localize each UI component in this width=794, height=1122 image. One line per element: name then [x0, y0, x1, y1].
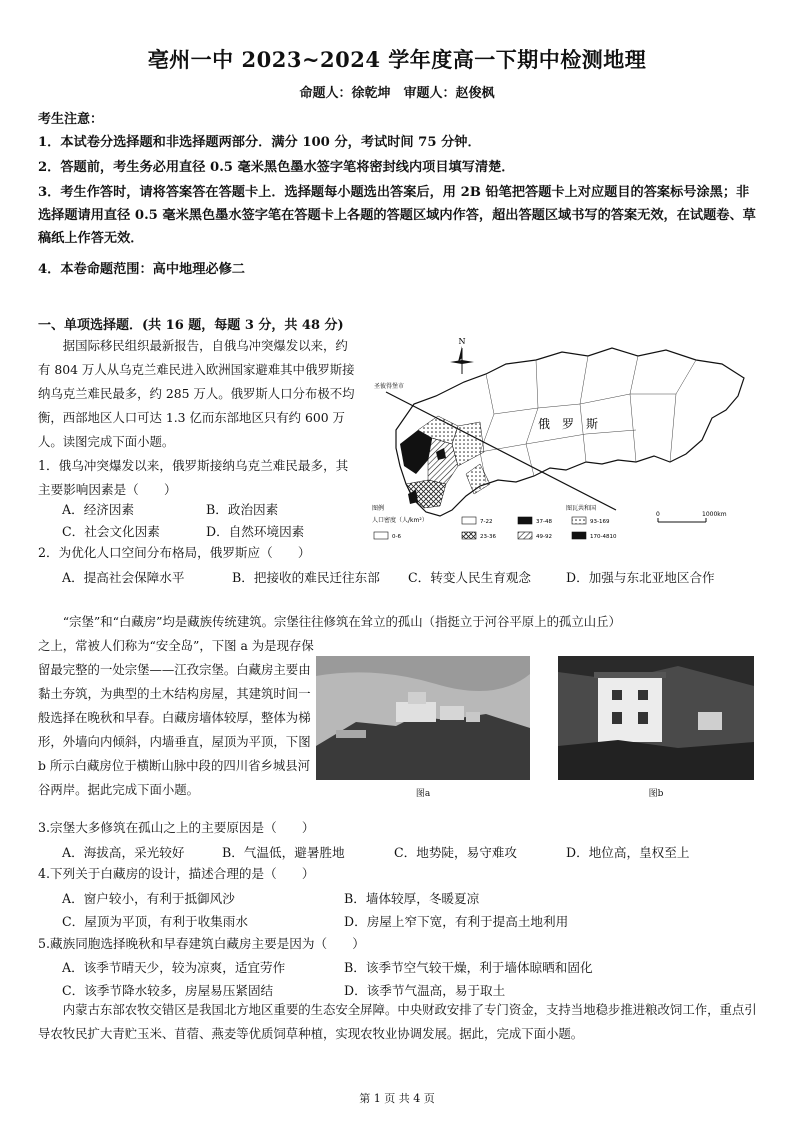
question-1-stem: 1．俄乌冲突爆发以来，俄罗斯接纳乌克兰难民最多，其主要影响因素是（ ） [38, 458, 349, 497]
question-4-stem: 4.下列关于白藏房的设计，描述合理的是（ ） [38, 866, 315, 881]
question-3-stem: 3.宗堡大多修筑在孤山之上的主要原因是（ ） [38, 820, 315, 835]
north-arrow-icon [450, 346, 474, 374]
notice-item-3: 3．考生作答时，请将答案答在答题卡上．选择题每小题选出答案后，用 2B 铅笔把答题卡上对应题目的答案标号涂黑；非选择题请用直径 0.5 毫米黑色墨水签字笔在答题卡上各题的答题区域内作答，超出答题区域书写的答案无效，在试题卷、草稿纸上作答无效． [38, 185, 756, 246]
q3-option-c: C．地势陡，易守难攻 [394, 845, 517, 860]
q5-option-d: D．该季节气温高，易于取土 [344, 983, 506, 998]
passage-refugees: 据国际移民组织最新报告，自俄乌冲突爆发以来，约有 804 万人从乌克兰难民进入欧洲国家避难其中俄罗斯接纳乌克兰难民最多，约 285 万人。俄罗斯人口分布极不均衡，西部地区人口可达 1.3 亿而东部地区只有约 600 万人。读图完成下面小题。 [38, 338, 355, 449]
legend-text-3: 37-48 [536, 519, 552, 525]
q1-option-a: A．经济因素 [62, 502, 135, 517]
legend-text-2: 23-36 [480, 534, 496, 540]
caption-figure-b: 图b [648, 789, 664, 799]
notice-item-4: 4．本卷命题范围：高中地理必修二 [38, 262, 245, 277]
legend-text-5: 93-169 [590, 519, 610, 525]
q1-option-b: B．政治因素 [206, 502, 279, 517]
q5-option-a: A．该季节晴天少，较为凉爽，适宜劳作 [62, 960, 286, 975]
legend-text-4: 49-92 [536, 534, 552, 540]
q2-option-d: D．加强与东北亚地区合作 [566, 570, 715, 585]
legend-text-6: 170-4810 [590, 534, 617, 540]
q2-option-a: A．提高社会保障水平 [62, 570, 185, 585]
region-label: 图瓦共和国 [566, 505, 597, 512]
legend-text-1: 7-22 [480, 519, 493, 525]
q2-option-c: C．转变人民生育观念 [408, 570, 531, 585]
q5-option-b: B．该季节空气较干燥，利于墙体晾晒和固化 [344, 960, 593, 975]
legend-swatch-170-4810 [572, 532, 586, 539]
passage-tibetan-line1: “宗堡”和“白藏房”均是藏族传统建筑。宗堡往往修筑在耸立的孤山（指挺立于河谷平原上的孤立山丘） [62, 614, 621, 629]
photo-gyantse-dzong [316, 656, 530, 780]
legend-swatch-7-22 [462, 517, 476, 524]
page-footer: 第 1 页 共 4 页 [359, 1092, 435, 1105]
q3-option-d: D．地位高，皇权至上 [566, 845, 690, 860]
legend-text-0: 0-6 [392, 534, 401, 540]
legend-label: 图例 [372, 505, 385, 512]
legend-swatch-93-169 [572, 517, 586, 524]
passage-inner-mongolia: 内蒙古东部农牧交错区是我国北方地区重要的生态安全屏障。中央财政安排了专门资金，支持当地稳步推进粮改饲工作，重点引导农牧民扩大青贮玉米、苜蓿、燕麦等优质饲草种植，实现农牧业协调发展。据此，完成下面小题。 [38, 1002, 757, 1041]
q1-option-c: C．社会文化因素 [62, 524, 160, 539]
city-label: 圣彼得堡市 [374, 383, 405, 390]
passage-tibetan-rest: 之上，常被人们称为“安全岛”，下图 a 为是现存保留最完整的一处宗堡——江孜宗堡。白藏房主要由黏土夯筑，为典型的土木结构房屋，其建筑时间一般选择在晚秋和早春。白藏房墙体较厚，整体为梯形，外墙向内倾斜，内墙垂直，屋顶为平顶，下图 b 所示白藏房位于横断山脉中段的四川省乡城县河谷两岸。据此完成下面小题。 [38, 638, 314, 797]
russia-population-map [366, 334, 766, 544]
caption-figure-a: 图a [415, 789, 431, 799]
authors-line: 命题人：徐乾坤 审题人：赵俊枫 [299, 86, 495, 101]
notice-item-1: 1．本试卷分选择题和非选择题两部分．满分 100 分，考试时间 75 分钟． [38, 135, 481, 150]
question-5-stem: 5.藏族同胞选择晚秋和早春建筑白藏房主要是因为（ ） [38, 936, 365, 951]
svg-text:1000km: 1000km [702, 511, 727, 518]
q1-option-d: D．自然环境因素 [206, 524, 305, 539]
north-label: N [458, 337, 466, 346]
photo-white-tibetan-house [558, 656, 754, 780]
q4-option-b: B．墙体较厚，冬暖夏凉 [344, 891, 480, 906]
notice-item-2: 2．答题前，考生务必用直径 0.5 毫米黑色墨水签字笔将密封线内项目填写清楚． [38, 160, 515, 175]
page-title: 亳州一中 2023~2024 学年度高一下期中检测地理 [147, 47, 647, 72]
scale-bar [656, 511, 727, 522]
q2-option-b: B．把接收的难民迁往东部 [232, 570, 380, 585]
legend-swatch-0-6 [374, 532, 388, 539]
section-heading: 一、单项选择题．(共 16 题，每题 3 分，共 48 分) [38, 318, 344, 333]
q3-option-a: A．海拔高，采光较好 [62, 845, 185, 860]
svg-text:0: 0 [656, 511, 660, 518]
country-label: 俄 罗 斯 [538, 417, 599, 431]
q4-option-a: A．窗户较小，有利于抵御风沙 [62, 891, 235, 906]
legend-swatch-49-92 [518, 532, 532, 539]
legend-swatch-23-36 [462, 532, 476, 539]
notice-heading: 考生注意： [38, 112, 104, 127]
legend-swatch-37-48 [518, 517, 532, 524]
q4-option-d: D．房屋上窄下宽，有利于提高土地利用 [344, 914, 569, 929]
q3-option-b: B．气温低，避暑胜地 [222, 845, 345, 860]
q5-option-c: C．该季节降水较多，房屋易压紧固结 [62, 983, 274, 998]
legend-title: 人口密度（人/km²） [372, 517, 428, 524]
q4-option-c: C．屋顶为平顶，有利于收集雨水 [62, 914, 248, 929]
question-2-stem: 2．为优化人口空间分布格局，俄罗斯应（ ） [38, 545, 311, 560]
